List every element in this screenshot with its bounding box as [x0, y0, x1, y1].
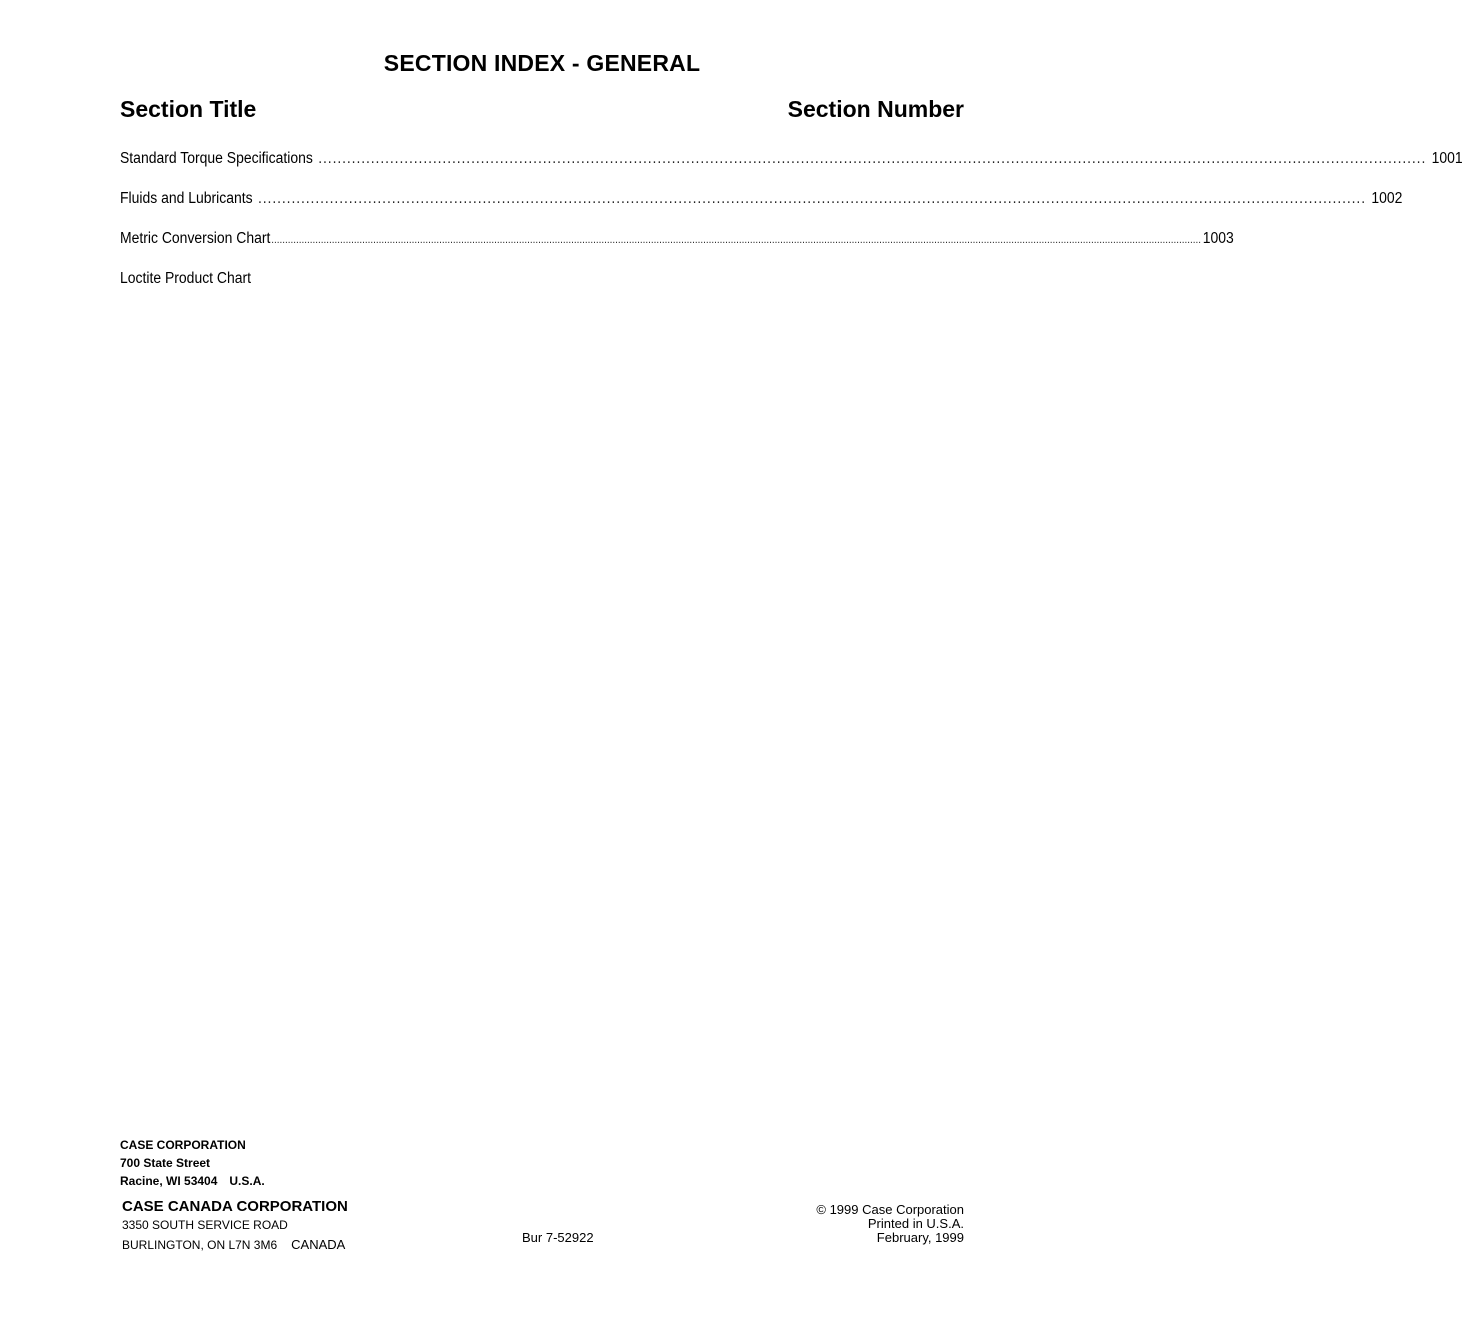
- toc-entry-number: 1002: [1371, 190, 1403, 207]
- toc-entry-metric[interactable]: [120, 230, 1234, 270]
- copyright-line: © 1999 Case Corporation: [816, 1202, 964, 1217]
- canada-company-name: CASE CANADA CORPORATION: [122, 1198, 348, 1215]
- us-city: Racine, WI 53404: [120, 1174, 218, 1188]
- toc-entry-number: 1003: [1202, 230, 1234, 247]
- toc-entry-number: 1001: [1431, 150, 1463, 167]
- dot-leader: ..................................................................................................................................................................................................................................................................................................................................................: [271, 234, 1201, 246]
- toc-entry-label: Loctite Product Chart: [120, 270, 252, 287]
- canada-city: BURLINGTON, ON L7N 3M6: [122, 1238, 278, 1252]
- toc-entry-label: Standard Torque Specifications: [120, 150, 313, 167]
- section-number-header: Section Number: [787, 96, 964, 122]
- section-title-header: Section Title: [120, 96, 257, 122]
- printed-line: Printed in U.S.A.: [867, 1216, 964, 1231]
- canada-city-line: [122, 1235, 348, 1255]
- us-address-block: [120, 1136, 265, 1190]
- toc-entry-label: Fluids and Lubricants: [120, 190, 253, 207]
- form-number: Bur 7-52922: [522, 1230, 594, 1245]
- dot-leader: ........................................................................................................................................................................................................................................: [318, 150, 1427, 167]
- us-city-line: [120, 1172, 265, 1190]
- canada-address-block: [122, 1197, 348, 1255]
- us-street: 700 State Street: [120, 1156, 211, 1170]
- toc-entry-loctite[interactable]: [120, 270, 965, 310]
- toc-entry-label: Metric Conversion Chart: [120, 230, 271, 247]
- toc-entry-fluids[interactable]: [120, 190, 1403, 230]
- canada-country: CANADA: [291, 1237, 346, 1252]
- section-index-list: [120, 150, 1463, 310]
- copyright-block: [816, 1203, 964, 1245]
- dot-leader: ........................................................................................................................................................................................................................................: [258, 190, 1366, 207]
- toc-entry-torque[interactable]: [120, 150, 1463, 190]
- canada-street: 3350 SOUTH SERVICE ROAD: [122, 1218, 288, 1232]
- us-company-name: CASE CORPORATION: [120, 1138, 246, 1152]
- page-title: SECTION INDEX - GENERAL: [383, 50, 701, 76]
- us-country: U.S.A.: [229, 1174, 265, 1188]
- date-line: February, 1999: [876, 1230, 964, 1245]
